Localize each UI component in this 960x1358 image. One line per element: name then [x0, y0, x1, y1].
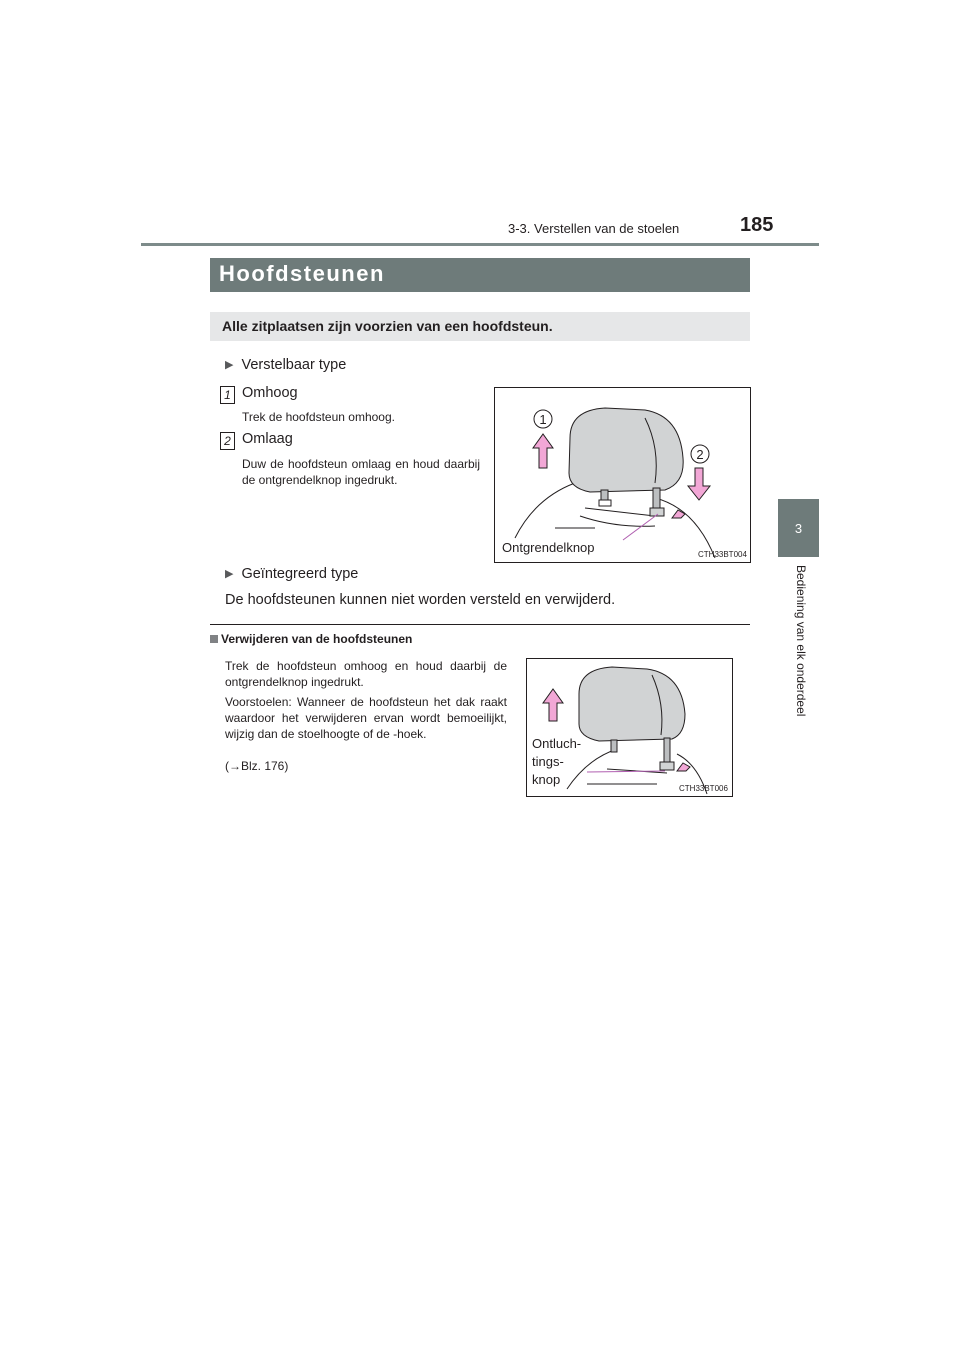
- section-divider: [210, 624, 750, 625]
- page-number: 185: [740, 214, 774, 236]
- chapter-number: 3: [794, 521, 803, 536]
- figure-code: CTH33BT006: [679, 784, 728, 793]
- adjustable-heading: [225, 357, 346, 373]
- running-header-section: 3-3. Verstellen van de stoelen: [508, 221, 680, 236]
- chapter-tab: [778, 499, 819, 557]
- integrated-text: De hoofdsteunen kunnen niet worden versteld en verwijderd.: [225, 592, 616, 608]
- section-title-bar: [210, 258, 750, 292]
- integrated-heading-text: Geïntegreerd type: [241, 566, 359, 582]
- step-title-1: Omhoog: [242, 385, 298, 401]
- step-title-2: Omlaag: [242, 431, 293, 447]
- triangle-bullet-icon: ▶: [225, 568, 234, 580]
- vent-button-label-line-1: Ontluch-: [532, 736, 582, 751]
- square-bullet-icon: [210, 635, 218, 643]
- section-title: Hoofdsteunen: [219, 261, 385, 286]
- vent-button-label-line-3: knop: [532, 772, 561, 787]
- removal-heading-text: Verwijderen van de hoofdsteunen: [221, 632, 413, 646]
- page-reference: (→Blz. 176): [225, 759, 289, 773]
- step-number-2: 2: [220, 432, 235, 450]
- integrated-heading: [225, 566, 358, 582]
- intro-box: [210, 312, 750, 341]
- headrest-removal-figure: [526, 658, 733, 797]
- release-button-label: Ontgrendelknop: [502, 540, 595, 555]
- figure-marker-2: 2: [696, 447, 704, 462]
- step-number-1: 1: [220, 386, 235, 404]
- removal-paragraph-2: Voorstoelen: Wanneer de hoofdsteun het dak raakt waardoor het verwijderen ervan wordt bemoeilijkt, wijzig dan de stoelhoogte of de -hoek.: [225, 695, 507, 741]
- step-body-1: Trek de hoofdsteun omhoog.: [242, 410, 395, 424]
- headrest-adjust-figure: [494, 387, 751, 563]
- headrest-illustration: [495, 388, 750, 562]
- chapter-label: Bediening van elk onderdeel: [794, 565, 808, 717]
- figure-code: CTH33BT004: [698, 550, 747, 559]
- figure-marker-1: 1: [539, 412, 547, 427]
- removal-paragraph-1: Trek de hoofdsteun omhoog en houd daarbij de ontgrendelknop ingedrukt.: [225, 659, 507, 689]
- intro-text: Alle zitplaatsen zijn voorzien van een hoofdsteun.: [222, 318, 553, 334]
- header-rule: [141, 243, 819, 246]
- step-body-2: Duw de hoofdsteun omlaag en houd daarbij de ontgrendelknop ingedrukt.: [242, 457, 480, 487]
- adjustable-heading-text: Verstelbaar type: [241, 357, 347, 373]
- vent-button-label-line-2: tings-: [532, 754, 564, 769]
- removal-heading: [210, 632, 412, 646]
- triangle-bullet-icon: ▶: [225, 359, 234, 371]
